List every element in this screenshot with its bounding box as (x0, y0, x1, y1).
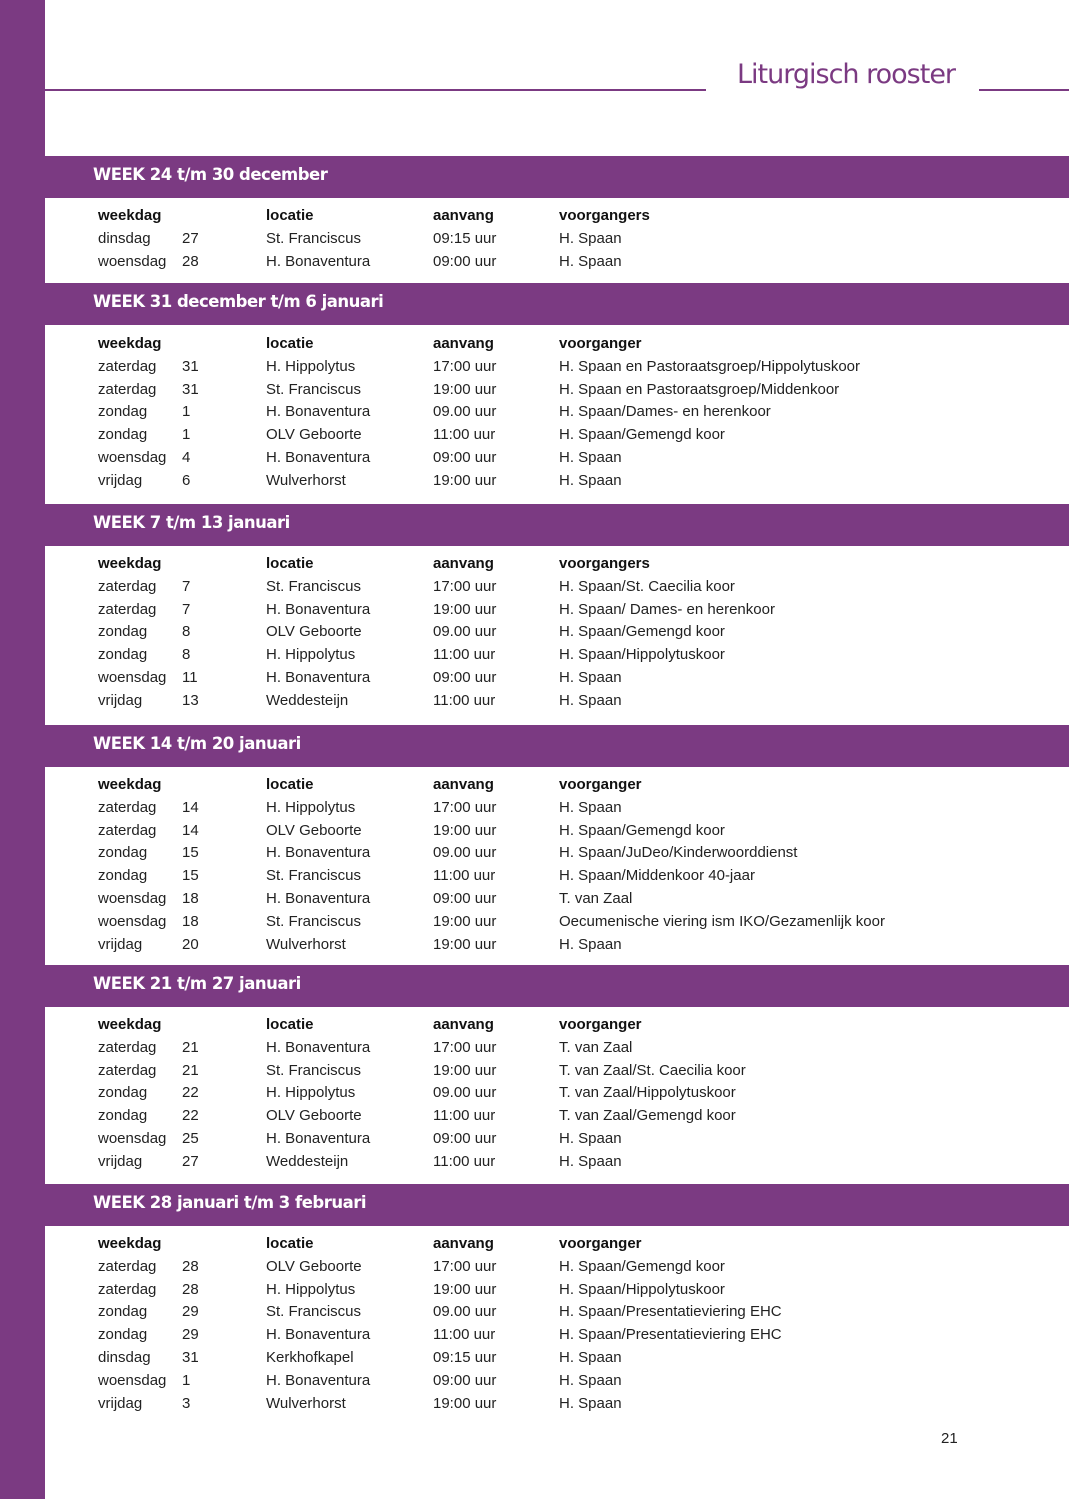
header-voorganger: voorgangers (559, 207, 650, 224)
cell-locatie: H. Hippolytus (266, 1084, 356, 1102)
week-table (0, 553, 1069, 713)
cell-voorganger: H. Spaan (559, 1371, 622, 1389)
table-row (0, 356, 1069, 379)
cell-aanvang: 11:00 uur (433, 691, 496, 709)
cell-locatie: Kerkhofkapel (266, 1348, 354, 1366)
cell-weekdag: zondag (98, 1303, 148, 1321)
cell-locatie: H. Hippolytus (266, 798, 356, 816)
cell-aanvang: 09:00 uur (433, 889, 497, 907)
cell-weekdag: dinsdag (98, 1348, 151, 1366)
table-row (0, 228, 1069, 251)
cell-locatie: St. Franciscus (266, 1061, 362, 1079)
cell-date: 31 (182, 1348, 199, 1366)
cell-date: 14 (182, 821, 199, 839)
table-row (0, 1151, 1069, 1174)
cell-weekdag: zaterdag (98, 798, 157, 816)
cell-locatie: H. Bonaventura (266, 1129, 371, 1147)
cell-date: 8 (182, 623, 191, 641)
cell-aanvang: 17:00 uur (433, 577, 497, 595)
cell-weekdag: woensdag (98, 912, 167, 930)
cell-weekdag: zaterdag (98, 600, 157, 618)
cell-aanvang: 09:15 uur (433, 1348, 497, 1366)
cell-date: 31 (182, 357, 199, 375)
cell-weekdag: zondag (98, 1084, 148, 1102)
cell-locatie: H. Bonaventura (266, 1326, 371, 1344)
header-aanvang: aanvang (433, 1235, 494, 1252)
cell-voorganger: H. Spaan (559, 1152, 622, 1170)
cell-voorganger: T. van Zaal (559, 889, 633, 907)
cell-locatie: St. Franciscus (266, 912, 362, 930)
cell-voorganger: H. Spaan en Pastoraatsgroep/Hippolytuskoor (559, 357, 861, 375)
cell-date: 1 (182, 426, 191, 444)
cell-aanvang: 17:00 uur (433, 798, 497, 816)
table-row (0, 470, 1069, 493)
cell-weekdag: vrijdag (98, 691, 143, 709)
cell-aanvang: 09:00 uur (433, 252, 497, 270)
cell-date: 29 (182, 1303, 199, 1321)
cell-weekdag: woensdag (98, 889, 167, 907)
week-title: WEEK 24 t/m 30 december (93, 165, 328, 184)
cell-weekdag: woensdag (98, 448, 167, 466)
cell-aanvang: 19:00 uur (433, 600, 497, 618)
cell-voorganger: H. Spaan/Presentatieviering EHC (559, 1303, 782, 1321)
cell-weekdag: vrijdag (98, 471, 143, 489)
cell-voorganger: H. Spaan/Gemengd koor (559, 623, 725, 641)
cell-date: 27 (182, 1152, 199, 1170)
cell-voorganger: H. Spaan (559, 448, 622, 466)
header-voorganger: voorganger (559, 1016, 642, 1033)
table-row (0, 621, 1069, 644)
table-row (0, 820, 1069, 843)
cell-weekdag: zaterdag (98, 821, 157, 839)
header-voorganger: voorganger (559, 776, 642, 793)
week-title: WEEK 7 t/m 13 januari (93, 513, 290, 532)
cell-voorganger: T. van Zaal/Hippolytuskoor (559, 1084, 736, 1102)
cell-aanvang: 09.00 uur (433, 403, 497, 421)
header-aanvang: aanvang (433, 555, 494, 572)
cell-aanvang: 19:00 uur (433, 821, 497, 839)
cell-aanvang: 09.00 uur (433, 623, 497, 641)
header-aanvang: aanvang (433, 1016, 494, 1033)
cell-locatie: St. Franciscus (266, 380, 362, 398)
cell-date: 21 (182, 1038, 199, 1056)
cell-date: 27 (182, 229, 199, 247)
cell-date: 8 (182, 646, 191, 664)
cell-weekdag: zondag (98, 844, 148, 862)
cell-aanvang: 09.00 uur (433, 1084, 497, 1102)
cell-voorganger: T. van Zaal/Gemengd koor (559, 1107, 736, 1125)
cell-date: 22 (182, 1107, 199, 1125)
week-title: WEEK 14 t/m 20 januari (93, 734, 301, 753)
cell-aanvang: 11:00 uur (433, 1107, 496, 1125)
cell-weekdag: zondag (98, 403, 148, 421)
cell-voorganger: T. van Zaal/St. Caecilia koor (559, 1061, 746, 1079)
cell-locatie: OLV Geboorte (266, 426, 362, 444)
header-locatie: locatie (266, 1016, 314, 1033)
cell-aanvang: 09:00 uur (433, 1129, 497, 1147)
cell-date: 18 (182, 912, 199, 930)
cell-locatie: Wulverhorst (266, 1394, 346, 1412)
cell-locatie: OLV Geboorte (266, 1107, 362, 1125)
cell-voorganger: H. Spaan/Gemengd koor (559, 426, 725, 444)
cell-locatie: H. Bonaventura (266, 448, 371, 466)
cell-voorganger: H. Spaan/Hippolytuskoor (559, 646, 725, 664)
cell-aanvang: 19:00 uur (433, 471, 497, 489)
header-weekdag: weekdag (98, 1016, 162, 1033)
table-row (0, 644, 1069, 667)
week-table (0, 1233, 1069, 1415)
cell-weekdag: zondag (98, 1326, 148, 1344)
header-aanvang: aanvang (433, 207, 494, 224)
week-table (0, 1014, 1069, 1174)
cell-voorganger: H. Spaan/Presentatieviering EHC (559, 1326, 782, 1344)
page-title: Liturgisch rooster (737, 59, 956, 90)
cell-voorganger: H. Spaan (559, 1394, 622, 1412)
cell-weekdag: woensdag (98, 1371, 167, 1389)
cell-weekdag: zaterdag (98, 577, 157, 595)
table-row (0, 865, 1069, 888)
cell-aanvang: 09:15 uur (433, 229, 497, 247)
cell-voorganger: H. Spaan/JuDeo/Kinderwoorddienst (559, 844, 798, 862)
cell-locatie: H. Bonaventura (266, 403, 371, 421)
cell-weekdag: zondag (98, 1107, 148, 1125)
cell-date: 1 (182, 403, 191, 421)
title-rule-left (45, 89, 706, 91)
cell-aanvang: 11:00 uur (433, 1152, 496, 1170)
table-row (0, 911, 1069, 934)
header-locatie: locatie (266, 1235, 314, 1252)
cell-aanvang: 19:00 uur (433, 912, 497, 930)
table-row (0, 1105, 1069, 1128)
header-aanvang: aanvang (433, 335, 494, 352)
cell-aanvang: 09.00 uur (433, 1303, 497, 1321)
table-row (0, 1347, 1069, 1370)
cell-weekdag: dinsdag (98, 229, 151, 247)
header-locatie: locatie (266, 335, 314, 352)
cell-voorganger: T. van Zaal (559, 1038, 633, 1056)
table-row (0, 1037, 1069, 1060)
cell-voorganger: H. Spaan/St. Caecilia koor (559, 577, 735, 595)
table-header-row (0, 774, 1069, 797)
cell-locatie: H. Bonaventura (266, 600, 371, 618)
week-header (45, 504, 1069, 546)
cell-locatie: H. Bonaventura (266, 844, 371, 862)
cell-date: 28 (182, 252, 199, 270)
cell-locatie: Wulverhorst (266, 471, 346, 489)
cell-voorganger: H. Spaan/ Dames- en herenkoor (559, 600, 775, 618)
table-row (0, 1279, 1069, 1302)
cell-aanvang: 19:00 uur (433, 935, 497, 953)
week-header (45, 156, 1069, 198)
table-row (0, 576, 1069, 599)
table-row (0, 401, 1069, 424)
cell-aanvang: 17:00 uur (433, 357, 497, 375)
cell-date: 15 (182, 867, 199, 885)
table-row (0, 424, 1069, 447)
table-row (0, 251, 1069, 274)
week-title: WEEK 28 januari t/m 3 februari (93, 1193, 367, 1212)
week-table (0, 333, 1069, 493)
table-row (0, 599, 1069, 622)
cell-date: 11 (182, 668, 198, 686)
week-header (45, 283, 1069, 325)
cell-aanvang: 11:00 uur (433, 1326, 496, 1344)
table-row (0, 1393, 1069, 1416)
cell-aanvang: 09:00 uur (433, 668, 497, 686)
cell-weekdag: zaterdag (98, 380, 157, 398)
cell-voorganger: H. Spaan (559, 935, 622, 953)
header-weekdag: weekdag (98, 335, 162, 352)
header-weekdag: weekdag (98, 776, 162, 793)
cell-aanvang: 09:00 uur (433, 1371, 497, 1389)
cell-weekdag: zaterdag (98, 1061, 157, 1079)
cell-locatie: H. Bonaventura (266, 668, 371, 686)
cell-locatie: H. Bonaventura (266, 889, 371, 907)
week-header (45, 965, 1069, 1007)
cell-locatie: St. Franciscus (266, 1303, 362, 1321)
header-weekdag: weekdag (98, 1235, 162, 1252)
cell-locatie: H. Hippolytus (266, 1280, 356, 1298)
table-row (0, 667, 1069, 690)
cell-voorganger: H. Spaan (559, 471, 622, 489)
header-weekdag: weekdag (98, 555, 162, 572)
cell-locatie: H. Bonaventura (266, 1038, 371, 1056)
table-row (0, 1301, 1069, 1324)
table-header-row (0, 1014, 1069, 1037)
cell-date: 4 (182, 448, 191, 466)
header-voorganger: voorganger (559, 1235, 642, 1252)
cell-date: 6 (182, 471, 191, 489)
cell-weekdag: woensdag (98, 252, 167, 270)
table-header-row (0, 553, 1069, 576)
cell-locatie: St. Franciscus (266, 229, 362, 247)
cell-locatie: H. Bonaventura (266, 1371, 371, 1389)
cell-locatie: Weddesteijn (266, 1152, 349, 1170)
cell-voorganger: H. Spaan/Gemengd koor (559, 1257, 725, 1275)
cell-voorganger: H. Spaan (559, 798, 622, 816)
cell-voorganger: Oecumenische viering ism IKO/Gezamenlijk koor (559, 912, 885, 930)
cell-weekdag: zondag (98, 623, 148, 641)
cell-weekdag: zondag (98, 646, 148, 664)
week-table (0, 205, 1069, 273)
cell-locatie: St. Franciscus (266, 577, 362, 595)
week-header (45, 725, 1069, 767)
table-row (0, 1370, 1069, 1393)
cell-date: 13 (182, 691, 199, 709)
cell-weekdag: vrijdag (98, 1394, 143, 1412)
cell-voorganger: H. Spaan (559, 668, 622, 686)
cell-date: 15 (182, 844, 199, 862)
cell-voorganger: H. Spaan/Middenkoor 40-jaar (559, 867, 755, 885)
cell-locatie: OLV Geboorte (266, 821, 362, 839)
cell-date: 31 (182, 380, 199, 398)
cell-voorganger: H. Spaan (559, 1129, 622, 1147)
cell-voorganger: H. Spaan (559, 691, 622, 709)
week-title: WEEK 21 t/m 27 januari (93, 974, 301, 993)
cell-aanvang: 17:00 uur (433, 1257, 497, 1275)
cell-date: 3 (182, 1394, 191, 1412)
table-row (0, 1128, 1069, 1151)
week-table (0, 774, 1069, 956)
table-row (0, 447, 1069, 470)
cell-voorganger: H. Spaan en Pastoraatsgroep/Middenkoor (559, 380, 840, 398)
cell-date: 28 (182, 1280, 199, 1298)
table-row (0, 842, 1069, 865)
cell-aanvang: 11:00 uur (433, 426, 496, 444)
cell-voorganger: H. Spaan/Hippolytuskoor (559, 1280, 725, 1298)
cell-date: 22 (182, 1084, 199, 1102)
cell-voorganger: H. Spaan (559, 229, 622, 247)
cell-locatie: H. Bonaventura (266, 252, 371, 270)
cell-aanvang: 19:00 uur (433, 1061, 497, 1079)
cell-weekdag: vrijdag (98, 935, 143, 953)
table-row (0, 1324, 1069, 1347)
cell-aanvang: 19:00 uur (433, 380, 497, 398)
table-row (0, 379, 1069, 402)
table-row (0, 797, 1069, 820)
cell-locatie: St. Franciscus (266, 867, 362, 885)
cell-aanvang: 11:00 uur (433, 646, 496, 664)
table-header-row (0, 1233, 1069, 1256)
cell-aanvang: 19:00 uur (433, 1394, 497, 1412)
header-aanvang: aanvang (433, 776, 494, 793)
cell-aanvang: 09.00 uur (433, 844, 497, 862)
table-row (0, 934, 1069, 957)
cell-weekdag: woensdag (98, 1129, 167, 1147)
header-locatie: locatie (266, 207, 314, 224)
cell-date: 18 (182, 889, 199, 907)
week-title: WEEK 31 december t/m 6 januari (93, 292, 384, 311)
cell-locatie: Weddesteijn (266, 691, 349, 709)
cell-voorganger: H. Spaan (559, 1348, 622, 1366)
cell-date: 28 (182, 1257, 199, 1275)
cell-voorganger: H. Spaan/Dames- en herenkoor (559, 403, 771, 421)
cell-voorganger: H. Spaan/Gemengd koor (559, 821, 725, 839)
cell-weekdag: zaterdag (98, 1038, 157, 1056)
cell-date: 25 (182, 1129, 199, 1147)
header-weekdag: weekdag (98, 207, 162, 224)
table-header-row (0, 333, 1069, 356)
cell-aanvang: 17:00 uur (433, 1038, 497, 1056)
cell-aanvang: 11:00 uur (433, 867, 496, 885)
cell-date: 20 (182, 935, 199, 953)
table-row (0, 1256, 1069, 1279)
page-number: 21 (941, 1430, 958, 1447)
cell-date: 7 (182, 577, 191, 595)
cell-weekdag: zondag (98, 426, 148, 444)
cell-weekdag: zondag (98, 867, 148, 885)
cell-locatie: Wulverhorst (266, 935, 346, 953)
cell-date: 7 (182, 600, 191, 618)
cell-weekdag: woensdag (98, 668, 167, 686)
cell-voorganger: H. Spaan (559, 252, 622, 270)
table-row (0, 1060, 1069, 1083)
cell-locatie: OLV Geboorte (266, 623, 362, 641)
cell-date: 1 (182, 1371, 191, 1389)
table-row (0, 888, 1069, 911)
cell-aanvang: 19:00 uur (433, 1280, 497, 1298)
cell-weekdag: zaterdag (98, 1257, 157, 1275)
header-voorganger: voorganger (559, 335, 642, 352)
header-locatie: locatie (266, 776, 314, 793)
cell-locatie: H. Hippolytus (266, 646, 356, 664)
cell-weekdag: zaterdag (98, 357, 157, 375)
cell-date: 14 (182, 798, 199, 816)
table-row (0, 1082, 1069, 1105)
header-voorganger: voorgangers (559, 555, 650, 572)
table-row (0, 690, 1069, 713)
cell-locatie: H. Hippolytus (266, 357, 356, 375)
cell-weekdag: zaterdag (98, 1280, 157, 1298)
header-locatie: locatie (266, 555, 314, 572)
table-header-row (0, 205, 1069, 228)
cell-aanvang: 09:00 uur (433, 448, 497, 466)
week-header (45, 1184, 1069, 1226)
cell-date: 21 (182, 1061, 199, 1079)
cell-locatie: OLV Geboorte (266, 1257, 362, 1275)
cell-weekdag: vrijdag (98, 1152, 143, 1170)
title-rule-right (979, 89, 1069, 91)
cell-date: 29 (182, 1326, 199, 1344)
